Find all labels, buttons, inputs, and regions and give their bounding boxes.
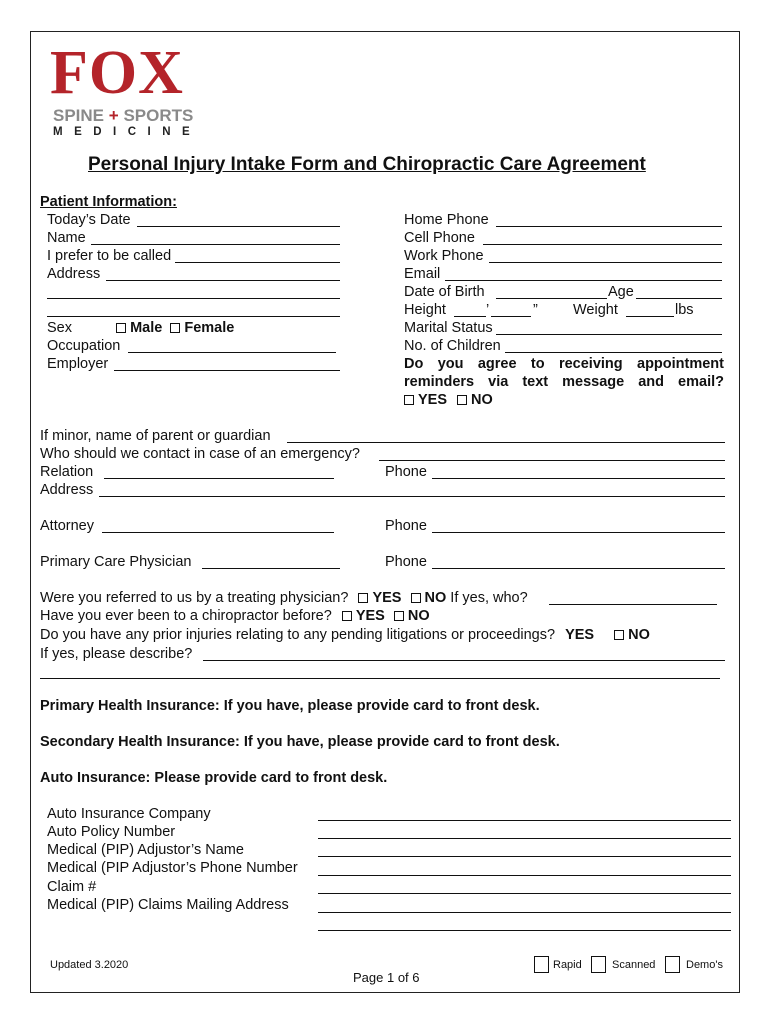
male-checkbox[interactable] [116, 323, 126, 333]
chiro-no-checkbox[interactable] [394, 611, 404, 621]
dob-label: Date of Birth [404, 284, 485, 300]
chiro-no-label: NO [407, 608, 430, 624]
sex-row [47, 319, 234, 337]
demos-checkbox[interactable] [665, 956, 680, 973]
attorney-field[interactable] [102, 532, 334, 533]
home-phone-field[interactable] [496, 226, 722, 227]
pip-adjustor-name-field[interactable] [318, 856, 731, 857]
claim-number-field[interactable] [318, 893, 731, 894]
cell-phone-field[interactable] [483, 244, 722, 245]
auto-insurance-note: Auto Insurance: Please provide card to front desk. [40, 770, 388, 786]
logo-spine: SPINE [53, 106, 105, 125]
reminders-question-line2: reminders via text message and email? [404, 374, 724, 390]
rapid-label: Rapid [553, 959, 582, 971]
male-label: Male [130, 320, 163, 336]
chiro-yes-label: YES [355, 608, 385, 624]
feet-mark: ’ [486, 302, 490, 318]
referred-yes-label: YES [372, 590, 402, 606]
work-phone-field[interactable] [489, 262, 722, 263]
scanned-checkbox[interactable] [591, 956, 606, 973]
claim-number-label: Claim # [47, 879, 97, 895]
prior-no-checkbox[interactable] [614, 630, 624, 640]
referred-question [40, 589, 528, 607]
marital-status-field[interactable] [496, 334, 722, 335]
sex-label: Sex [47, 320, 72, 336]
emergency-contact-label: Who should we contact in case of an emergency? [40, 446, 360, 462]
prefer-called-label: I prefer to be called [47, 248, 172, 264]
page-title: Personal Injury Intake Form and Chiropractic Care Agreement [88, 154, 646, 175]
reminders-question-line1: Do you agree to receiving appointment [404, 356, 724, 372]
employer-field[interactable] [114, 370, 340, 371]
pcp-phone-field[interactable] [432, 568, 725, 569]
prior-injuries-question [40, 626, 650, 644]
referred-who-field[interactable] [549, 604, 717, 605]
name-label: Name [47, 230, 86, 246]
fox-logo [50, 39, 184, 107]
attorney-phone-field[interactable] [432, 532, 725, 533]
pip-adjustor-phone-label: Medical (PIP Adjustor’s Phone Number [47, 860, 298, 876]
cell-phone-label: Cell Phone [404, 230, 475, 246]
reminders-no-label: NO [471, 392, 493, 408]
inch-mark: ” [533, 302, 538, 318]
referred-label: Were you referred to us by a treating physician? [40, 590, 349, 606]
height-inches-field[interactable] [491, 316, 531, 317]
auto-policy-field[interactable] [318, 838, 731, 839]
employer-label: Employer [47, 356, 109, 372]
logo-spine-sports [53, 107, 193, 125]
prior-injuries-label: Do you have any prior injuries relating to any pending litigations or proceedings? [40, 627, 556, 643]
no-children-label: No. of Children [404, 338, 501, 354]
weight-label: Weight [573, 302, 618, 318]
updated-date: Updated 3.2020 [50, 959, 129, 971]
relation-label: Relation [40, 464, 94, 480]
primary-insurance-note: Primary Health Insurance: If you have, please provide card to front desk. [40, 698, 540, 714]
prefer-called-field[interactable] [175, 262, 340, 263]
marital-status-label: Marital Status [404, 320, 493, 336]
chiro-before-question [40, 607, 430, 625]
pip-mailing-address-field-1[interactable] [318, 912, 731, 913]
home-phone-label: Home Phone [404, 212, 489, 228]
email-field[interactable] [445, 280, 722, 281]
prior-yes-label: YES [565, 627, 595, 643]
emergency-phone-label: Phone [385, 464, 427, 480]
height-label: Height [404, 302, 446, 318]
minor-guardian-label: If minor, name of parent or guardian [40, 428, 271, 444]
attorney-label: Attorney [40, 518, 94, 534]
prior-no-label: NO [628, 627, 650, 643]
describe-label: If yes, please describe? [40, 646, 193, 662]
occupation-field[interactable] [128, 352, 336, 353]
emergency-contact-field[interactable] [379, 460, 725, 461]
if-yes-who-label: If yes, who? [450, 590, 528, 606]
emergency-address-label: Address [40, 482, 94, 498]
attorney-phone-label: Phone [385, 518, 427, 534]
pip-mailing-address-field-2[interactable] [318, 930, 731, 931]
height-feet-field[interactable] [454, 316, 486, 317]
demos-label: Demo's [686, 959, 723, 971]
describe-field-2[interactable] [40, 678, 720, 679]
page-number: Page 1 of 6 [353, 970, 420, 985]
age-label: Age [608, 284, 634, 300]
female-label: Female [184, 320, 235, 336]
auto-company-field[interactable] [318, 820, 731, 821]
reminders-no-checkbox[interactable] [457, 395, 467, 405]
pcp-phone-label: Phone [385, 554, 427, 570]
reminders-options [404, 391, 493, 409]
logo-plus-icon: + [108, 106, 119, 125]
lbs-label: lbs [675, 302, 694, 318]
reminders-yes-checkbox[interactable] [404, 395, 414, 405]
dob-field[interactable] [496, 298, 607, 299]
emergency-address-field[interactable] [99, 496, 725, 497]
emergency-phone-field[interactable] [432, 478, 725, 479]
describe-field-1[interactable] [203, 660, 725, 661]
chiro-yes-checkbox[interactable] [342, 611, 352, 621]
auto-company-label: Auto Insurance Company [47, 806, 211, 822]
age-field[interactable] [636, 298, 722, 299]
address-field-3[interactable] [47, 316, 340, 317]
todays-date-label: Today’s Date [47, 212, 131, 228]
email-label: Email [404, 266, 441, 282]
address-field-1[interactable] [106, 280, 340, 281]
todays-date-field[interactable] [137, 226, 340, 227]
reminders-yes-label: YES [418, 392, 448, 408]
scanned-label: Scanned [612, 959, 656, 971]
address-label: Address [47, 266, 101, 282]
pip-mailing-address-label: Medical (PIP) Claims Mailing Address [47, 897, 289, 913]
patient-info-heading: Patient Information: [40, 194, 177, 210]
pip-adjustor-phone-field[interactable] [318, 875, 731, 876]
pcp-field[interactable] [202, 568, 340, 569]
rapid-checkbox[interactable] [534, 956, 549, 973]
female-checkbox[interactable] [170, 323, 180, 333]
pcp-label: Primary Care Physician [40, 554, 192, 570]
logo-sports: SPORTS [123, 106, 194, 125]
referred-no-label: NO [424, 590, 447, 606]
auto-policy-label: Auto Policy Number [47, 824, 176, 840]
referred-no-checkbox[interactable] [411, 593, 421, 603]
address-field-2[interactable] [47, 298, 340, 299]
minor-guardian-field[interactable] [287, 442, 725, 443]
no-children-field[interactable] [505, 352, 722, 353]
chiro-before-label: Have you ever been to a chiropractor before? [40, 608, 332, 624]
pip-adjustor-name-label: Medical (PIP) Adjustor’s Name [47, 842, 244, 858]
secondary-insurance-note: Secondary Health Insurance: If you have, please provide card to front desk. [40, 734, 560, 750]
relation-field[interactable] [104, 478, 334, 479]
name-field[interactable] [91, 244, 340, 245]
logo-fox-text: FOX [50, 39, 184, 107]
referred-yes-checkbox[interactable] [358, 593, 368, 603]
logo-medicine: MEDICINE [53, 126, 202, 138]
occupation-label: Occupation [47, 338, 121, 354]
weight-field[interactable] [626, 316, 674, 317]
work-phone-label: Work Phone [404, 248, 484, 264]
